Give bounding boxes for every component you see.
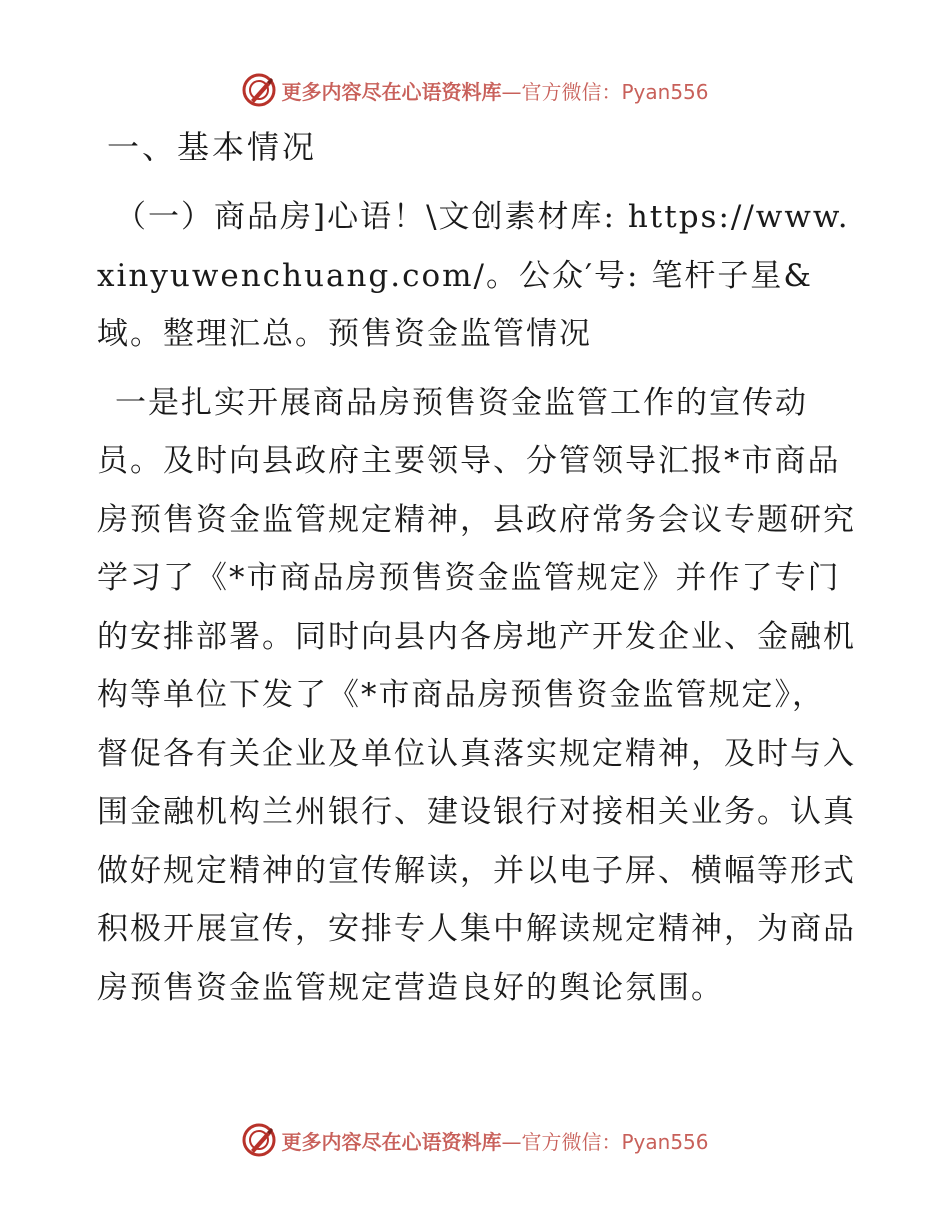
- subsection-title: （一）商品房]心语！\文创素材库: https://www.xinyuwenchuang.com/。公众′号: 笔杆子星&域。整理汇总。预售资金监管情况: [97, 199, 850, 352]
- document-body: [97, 118, 857, 1017]
- footer-watermark-text: 更多内容尽在心语资料库—官方微信：Pyan556: [281, 1129, 709, 1154]
- header-watermark-text: 更多内容尽在心语资料库—官方微信：Pyan556: [281, 79, 709, 104]
- footer-watermark: [0, 1120, 950, 1160]
- pen-logo-icon: [241, 1122, 277, 1158]
- section-heading: 一、基本情况: [107, 128, 318, 166]
- header-watermark: [0, 70, 950, 110]
- pen-logo-icon: [241, 72, 277, 108]
- body-paragraph: 一是扎实开展商品房预售资金监管工作的宣传动员。及时向县政府主要领导、分管领导汇报*市商品房预售资金监管规定精神，县政府常务会议专题研究学习了《*市商品房预售资金监管规定》并作了专门的安排部署。同时向县内各房地产开发企业、金融机构等单位下发了《*市商品房预售资金监管规定》，督促各有关企业及单位认真落实规定精神，及时与入围金融机构兰州银行、建设银行对接相关业务。认真做好规定精神的宣传解读，并以电子屏、横幅等形式积极开展宣传，安排专人集中解读规定精神，为商品房预售资金监管规定营造良好的舆论氛围。: [97, 384, 856, 1006]
